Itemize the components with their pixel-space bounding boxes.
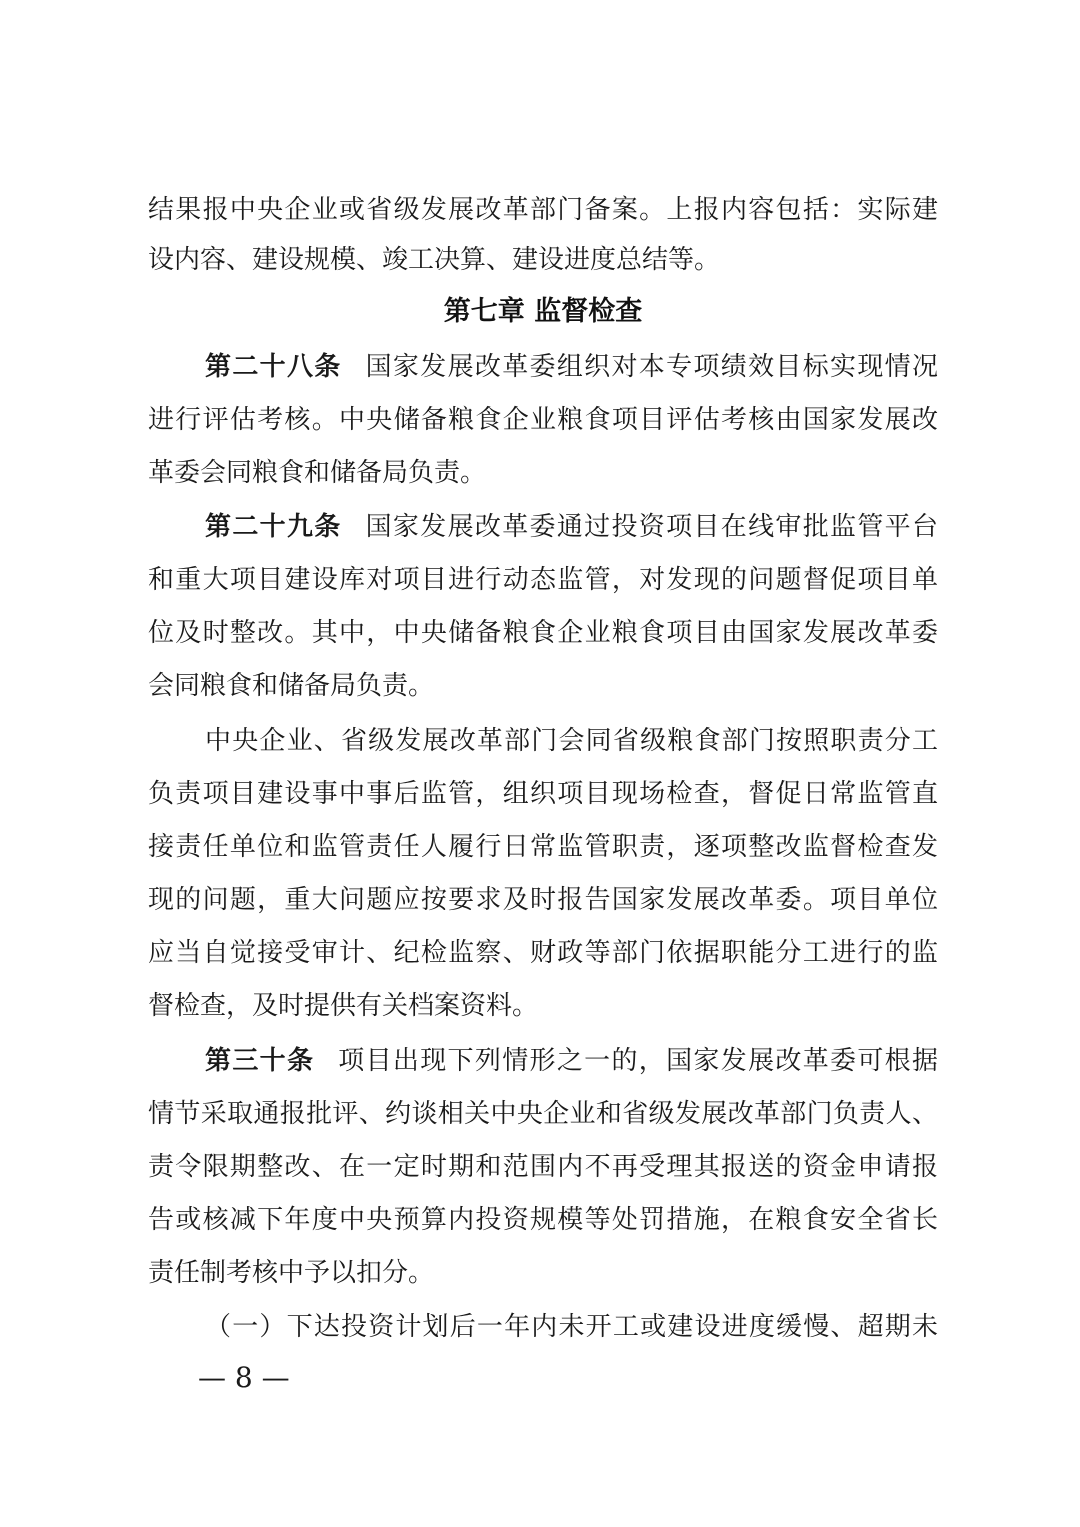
article-text: 项目出现下列情形之一的，国家发展改革委可根据 [338, 1046, 938, 1076]
article-label: 第三十条 [205, 1046, 315, 1076]
text-line: 结果报中央企业或省级发展改革部门备案。上报内容包括：实际建 [148, 195, 938, 225]
text-line: 和重大项目建设库对项目进行动态监管，对发现的问题督促项目单 [148, 565, 938, 595]
text-line: 接责任单位和监管责任人履行日常监管职责，逐项整改监督检查发 [148, 832, 938, 862]
text-line: 责令限期整改、在一定时期和范围内不再受理其报送的资金申请报 [148, 1152, 938, 1182]
text-line: 责任制考核中予以扣分。 [148, 1258, 435, 1288]
text-line: 督检查，及时提供有关档案资料。 [148, 991, 539, 1021]
article-30-first-line [205, 1041, 938, 1081]
article-text: 国家发展改革委通过投资项目在线审批监管平台 [365, 512, 938, 542]
text-line: 位及时整改。其中，中央储备粮食企业粮食项目由国家发展改革委 [148, 618, 938, 648]
text-line: 现的问题，重大问题应按要求及时报告国家发展改革委。项目单位 [148, 885, 938, 915]
page-number: — 8 — [198, 1361, 290, 1394]
article-29-first-line [205, 507, 938, 547]
paragraph-first-line: 中央企业、省级发展改革部门会同省级粮食部门按照职责分工 [205, 726, 938, 756]
text-line: 负责项目建设事中事后监管，组织项目现场检查，督促日常监管直 [148, 779, 938, 809]
list-item-first-line: （一）下达投资计划后一年内未开工或建设进度缓慢、超期未 [205, 1312, 938, 1342]
article-label: 第二十八条 [205, 352, 342, 382]
text-line: 进行评估考核。中央储备粮食企业粮食项目评估考核由国家发展改 [148, 405, 938, 435]
text-line: 设内容、建设规模、竣工决算、建设进度总结等。 [148, 245, 721, 275]
article-text: 国家发展改革委组织对本专项绩效目标实现情况 [365, 352, 938, 382]
article-label: 第二十九条 [205, 512, 342, 542]
text-line: 应当自觉接受审计、纪检监察、财政等部门依据职能分工进行的监 [148, 938, 938, 968]
chapter-title: 第七章 监督检查 [443, 296, 643, 327]
text-line: 情节采取通报批评、约谈相关中央企业和省级发展改革部门负责人、 [148, 1099, 938, 1129]
text-line: 会同粮食和储备局负责。 [148, 671, 435, 701]
text-line: 告或核减下年度中央预算内投资规模等处罚措施，在粮食安全省长 [148, 1205, 938, 1235]
article-28-first-line [205, 347, 938, 387]
text-line: 革委会同粮食和储备局负责。 [148, 458, 487, 488]
